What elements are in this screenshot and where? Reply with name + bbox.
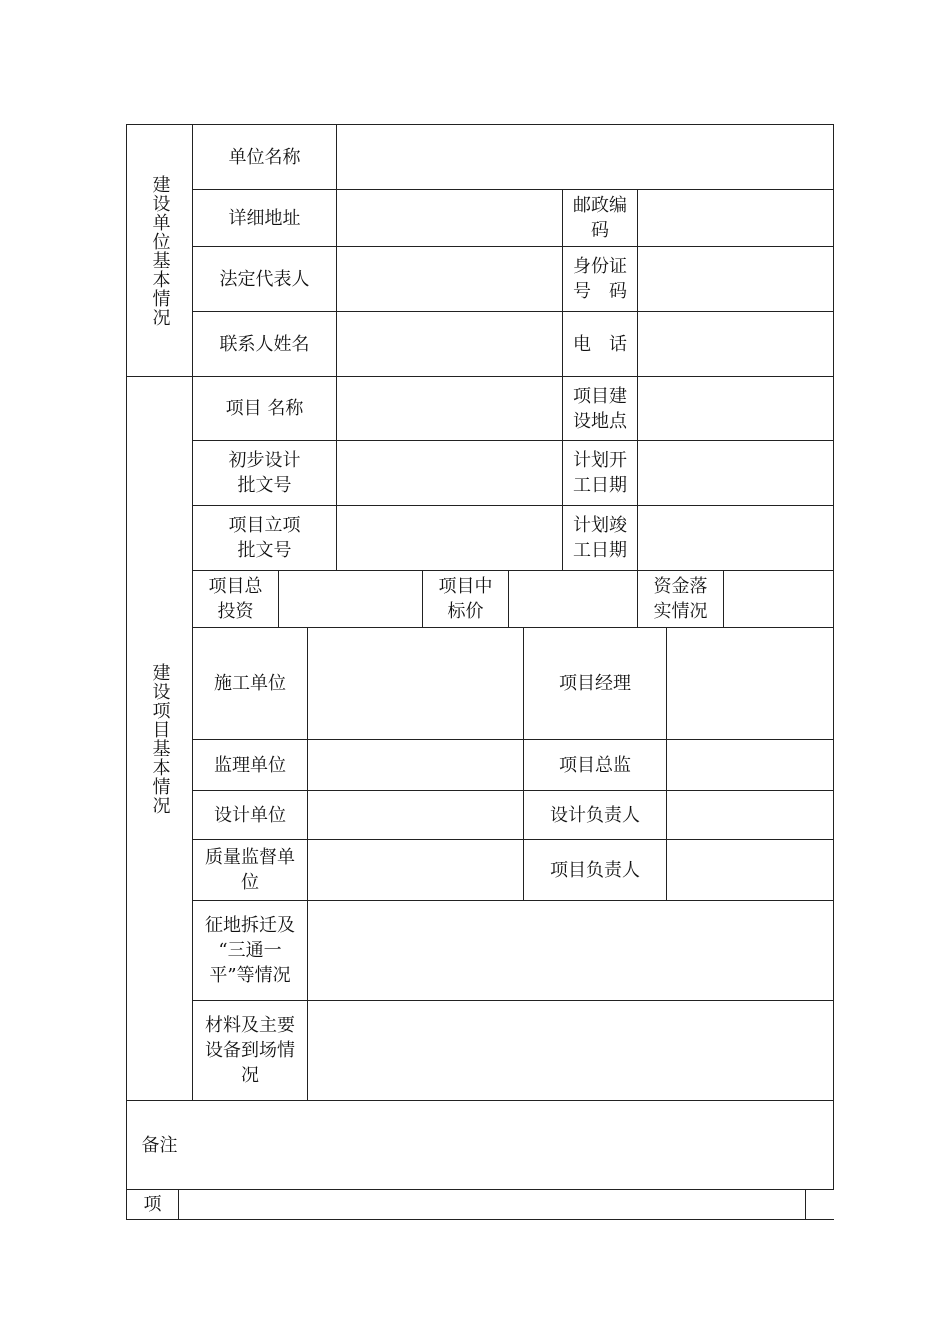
project-site-field[interactable] [638, 377, 833, 440]
label-design-lead: 设计负责人 [550, 804, 640, 826]
land-acquisition-field[interactable] [308, 901, 833, 1000]
design-unit-field[interactable] [308, 791, 523, 839]
label-unit-name: 单位名称 [228, 146, 301, 168]
label-prelim-design-approval: 初步设计 批文号 [228, 450, 301, 496]
table-border-right [833, 124, 834, 1190]
label-project-manager: 项目经理 [559, 673, 631, 694]
quality-unit-field[interactable] [308, 840, 523, 900]
label-contact-name: 联系人姓名 [219, 333, 310, 355]
label-planned-completion-date: 计划竣 工日期 [573, 515, 627, 561]
address-field[interactable] [337, 190, 562, 246]
col-divider [805, 1189, 806, 1219]
unit-name-field[interactable] [337, 125, 833, 189]
contact-name-field[interactable] [337, 312, 562, 376]
project-name-field[interactable] [337, 377, 562, 440]
postcode-field[interactable] [638, 190, 833, 246]
label-total-investment: 项目总 投资 [208, 576, 263, 622]
label-quality-supervision-unit: 质量监督单 位 [205, 847, 295, 893]
section-label-project: 建设项目基本情况 [149, 662, 171, 815]
label-land-acquisition: 征地拆迁及 “三通一 平”等情况 [205, 915, 295, 986]
label-materials-equipment: 材料及主要 设备到场情 况 [205, 1015, 295, 1086]
label-planned-start-date: 计划开 工日期 [573, 450, 627, 496]
row-divider [126, 1219, 806, 1220]
design-lead-field[interactable] [667, 791, 833, 839]
phone-field[interactable] [638, 312, 833, 376]
bid-price-field[interactable] [509, 571, 637, 627]
label-id-number: 身份证 号 码 [573, 256, 627, 302]
label-project-name: 项目 名称 [225, 398, 304, 419]
funding-field[interactable] [724, 571, 833, 627]
label-funding-status: 资金落 实情况 [653, 576, 708, 622]
id-number-field[interactable] [638, 247, 833, 311]
label-supervisor-unit: 监理单位 [214, 754, 286, 776]
label-project-approval-no: 项目立项 批文号 [228, 515, 301, 561]
label-chief-supervisor: 项目总监 [559, 754, 631, 776]
label-remarks: 备注 [141, 1134, 178, 1156]
section-label-construction-unit: 建设单位基本情况 [149, 174, 171, 327]
project-lead-field[interactable] [667, 840, 833, 900]
chief-supervisor-field[interactable] [667, 740, 833, 790]
label-legal-rep: 法定代表人 [219, 268, 310, 290]
project-manager-field[interactable] [667, 628, 833, 739]
contractor-field[interactable] [308, 628, 523, 739]
planned-end-field[interactable] [638, 506, 833, 570]
label-address: 详细地址 [228, 207, 301, 229]
row-divider [806, 1219, 834, 1220]
label-item: 项 [143, 1194, 162, 1215]
legal-rep-field[interactable] [337, 247, 562, 311]
materials-equipment-field[interactable] [308, 1001, 833, 1100]
remarks-field[interactable] [193, 1101, 833, 1189]
label-project-site: 项目建 设地点 [573, 385, 627, 432]
label-contractor: 施工单位 [214, 673, 286, 694]
label-design-unit: 设计单位 [214, 804, 286, 826]
label-postcode: 邮政编 码 [573, 195, 627, 241]
label-phone: 电 话 [573, 333, 627, 355]
label-project-lead: 项目负责人 [550, 859, 640, 881]
prelim-design-field[interactable] [337, 441, 562, 505]
planned-start-field[interactable] [638, 441, 833, 505]
approval-no-field[interactable] [337, 506, 562, 570]
total-investment-field[interactable] [279, 571, 422, 627]
supervisor-unit-field[interactable] [308, 740, 523, 790]
item-field[interactable] [179, 1190, 805, 1219]
label-bid-price: 项目中 标价 [438, 576, 493, 622]
